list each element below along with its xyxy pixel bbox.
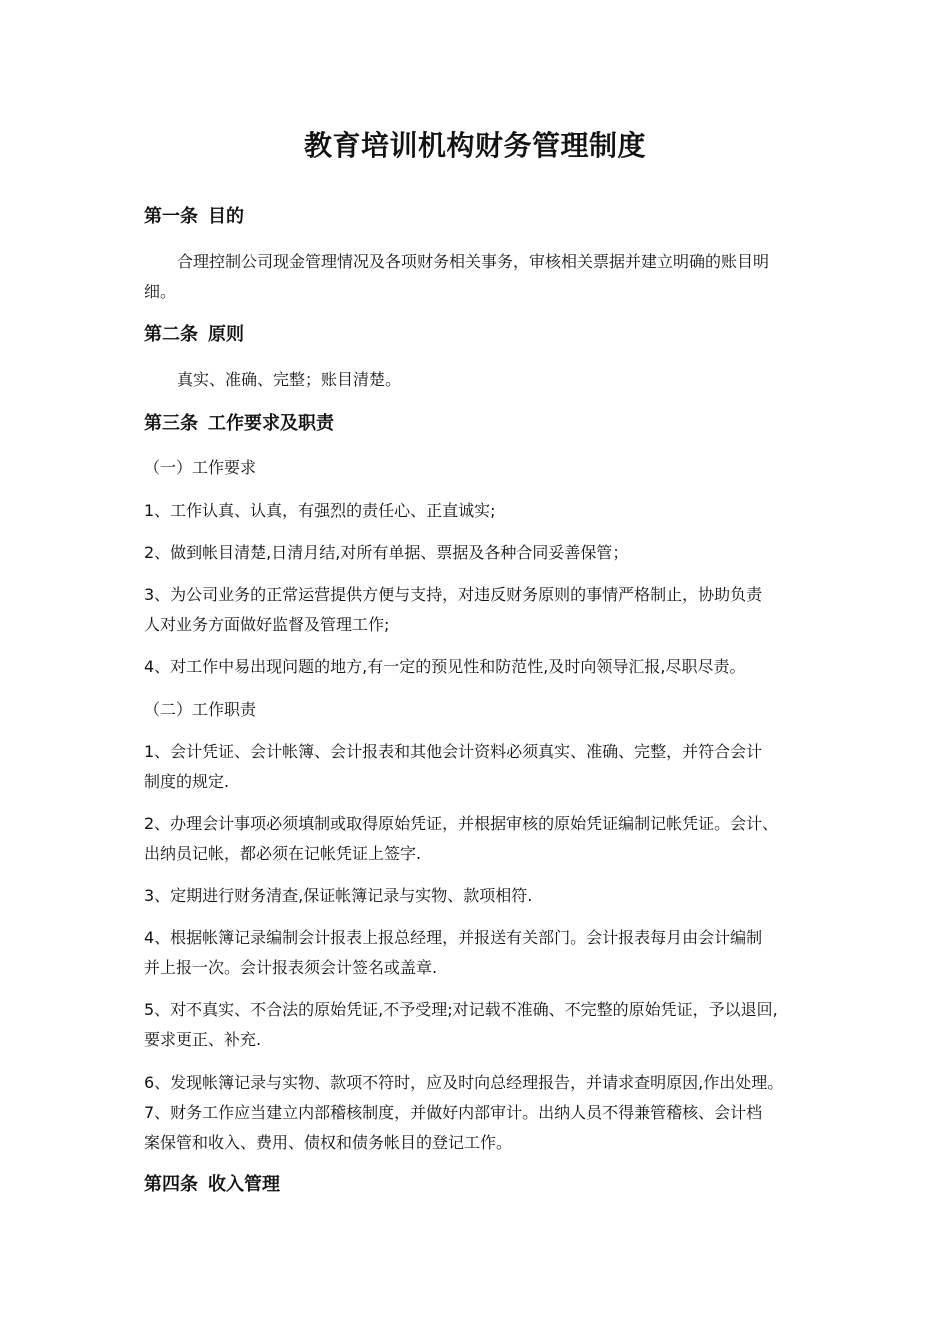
section-number: 第四条 xyxy=(144,1174,198,1195)
section-number: 第二条 xyxy=(144,324,198,345)
list-item-line: 3、为公司业务的正常运营提供方便与支持，对违反财务原则的事情严格制止，协助负责 xyxy=(144,585,763,604)
list-item xyxy=(144,737,819,797)
section-heading xyxy=(144,1172,280,1198)
section-title: 目的 xyxy=(208,206,244,227)
list-item xyxy=(144,652,819,682)
list-item-line: 2、办理会计事项必须填制或取得原始凭证，并根据审核的原始凭证编制记帐凭证。会计、 xyxy=(144,814,779,833)
list-item-line: 7、财务工作应当建立内部稽核制度，并做好内部审计。出纳人员不得兼管稽核、会计档 xyxy=(144,1103,763,1122)
list-item-line: 1、工作认真、认真，有强烈的责任心、正直诚实; xyxy=(144,501,496,520)
list-item-line: 5、对不真实、不合法的原始凭证,不予受理;对记载不准确、不完整的原始凭证，予以退回, xyxy=(144,1000,778,1019)
list-item xyxy=(144,1068,819,1098)
section-title: 原则 xyxy=(208,324,244,345)
section-number: 第三条 xyxy=(144,413,198,434)
list-item-line: 并上报一次。会计报表须会计签名或盖章. xyxy=(144,958,438,977)
section-title: 收入管理 xyxy=(208,1174,280,1195)
section-title: 工作要求及职责 xyxy=(208,413,334,434)
list-item-line: 2、做到帐目清楚,日清月结,对所有单据、票据及各种合同妥善保管； xyxy=(144,543,629,562)
paragraph xyxy=(177,365,852,395)
paragraph-line: 合理控制公司现金管理情况及各项财务相关事务，审核相关票据并建立明确的账目明 xyxy=(177,252,770,271)
section-heading xyxy=(144,411,334,437)
list-item-line: 6、发现帐簿记录与实物、款项不符时，应及时向总经理报告，并请求查明原因,作出处理。 xyxy=(144,1073,784,1092)
list-item-line: 4、根据帐簿记录编制会计报表上报总经理，并报送有关部门。会计报表每月由会计编制 xyxy=(144,928,763,947)
list-item xyxy=(144,496,819,526)
list-item-line: 人对业务方面做好监督及管理工作; xyxy=(144,615,390,634)
document-title: 教育培训机构财务管理制度 xyxy=(303,129,646,162)
list-item xyxy=(144,580,819,640)
list-item-line: 3、定期进行财务清查,保证帐簿记录与实物、款项相符. xyxy=(144,886,533,905)
paragraph xyxy=(177,247,852,277)
list-item xyxy=(144,995,819,1055)
list-item xyxy=(144,923,819,983)
section-heading xyxy=(144,322,244,348)
section-number: 第一条 xyxy=(144,206,198,227)
list-item xyxy=(144,809,819,869)
list-item xyxy=(144,1098,819,1158)
paragraph-line: 细。 xyxy=(144,282,177,301)
paragraph xyxy=(144,277,819,307)
paragraph-line: 真实、准确、完整；账目清楚。 xyxy=(177,370,402,389)
list-item xyxy=(144,538,819,568)
section-heading xyxy=(144,204,244,230)
list-item xyxy=(144,881,819,911)
list-item-line: 出纳员记帐，都必须在记帐凭证上签字. xyxy=(144,844,422,863)
subheading: （二）工作职责 xyxy=(144,700,257,719)
list-item-line: 1、会计凭证、会计帐簿、会计报表和其他会计资料必须真实、准确、完整，并符合会计 xyxy=(144,742,763,761)
list-item-line: 要求更正、补充. xyxy=(144,1030,262,1049)
list-item-line: 4、对工作中易出现问题的地方,有一定的预见性和防范性,及时向领导汇报,尽职尽责。 xyxy=(144,657,746,676)
list-item-line: 案保管和收入、费用、债权和债务帐目的登记工作。 xyxy=(144,1133,513,1152)
list-item-line: 制度的规定. xyxy=(144,772,230,791)
subheading: （一）工作要求 xyxy=(144,458,257,477)
